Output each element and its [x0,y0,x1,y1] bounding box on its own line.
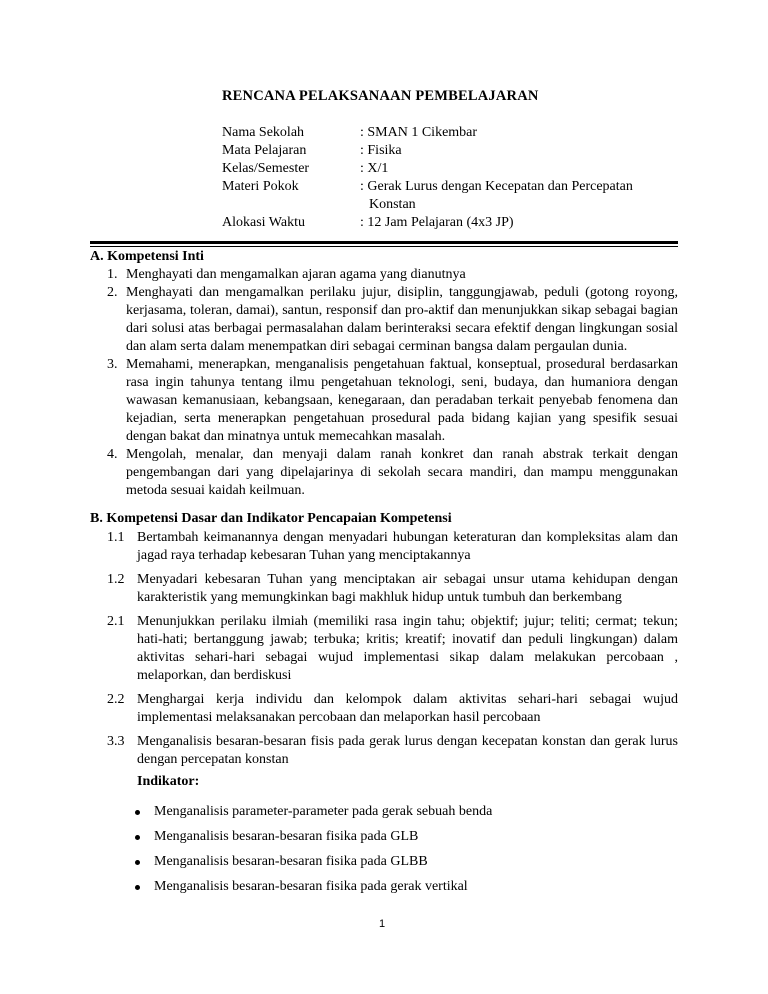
indikator-item [135,853,492,878]
item-number: 1.1 [107,530,125,545]
bullet-icon [135,860,140,865]
item-number: 2.1 [107,614,125,629]
meta-label: Alokasi Waktu [222,215,305,230]
indikator-text: Menganalisis besaran-besaran fisika pada GLB [154,829,419,844]
header-divider-thin [90,246,678,247]
meta-label: Kelas/Semester [222,161,310,176]
meta-label: Materi Pokok [222,179,299,194]
meta-value-continued: Konstan [369,197,416,212]
list-item [107,691,678,727]
item-text: Menghayati dan mengamalkan perilaku jujur, disiplin, tanggungjawab, peduli (gotong royong, kerjasama, toleran, damai), santun, responsif dan pro-aktif dan menunjukkan sikap sebagai bagian dari solusi atas berbagai permasalahan dalam berinteraksi secara efektif dengan lingkungan sosial dan alam serta dalam menempatkan diri sebagai cerminan bangsa dalam pergaulan dunia. [126,285,678,354]
meta-value: : 12 Jam Pelajaran (4x3 JP) [360,215,514,230]
item-number: 2.2 [107,692,125,707]
kompetensi-dasar-list [107,529,678,797]
list-item [107,446,678,500]
list-item [107,356,678,446]
indikator-text: Menganalisis besaran-besaran fisika pada GLBB [154,854,428,869]
item-number: 2. [107,285,118,300]
item-number: 4. [107,447,118,462]
item-number: 1.2 [107,572,125,587]
document-title: RENCANA PELAKSANAAN PEMBELAJARAN [222,88,539,104]
indikator-text: Menganalisis parameter-parameter pada gerak sebuah benda [154,804,493,819]
section-b-heading: B. Kompetensi Dasar dan Indikator Pencapaian Kompetensi [90,511,452,526]
indikator-label: Indikator: [137,774,200,789]
list-item [107,733,678,769]
item-text: Bertambah keimanannya dengan menyadari hubungan keteraturan dan kompleksitas alam dan jagad raya terhadap kebesaran Tuhan yang menciptakannya [137,530,678,563]
item-text: Memahami, menerapkan, menganalisis pengetahuan faktual, konseptual, prosedural berdasarkan rasa ingin tahunya tentang ilmu pengetahuan teknologi, seni, budaya, dan humaniora dengan wawasan kemanusiaan, kebangsaan, kenegaraan, dan peradaban terkait penyebab fenomena dan kejadian, serta menerapkan pengetahuan prosedural pada bidang kajian yang spesifik sesuai dengan bakat dan minatnya untuk memecahkan masalah. [126,357,678,444]
item-text: Menghayati dan mengamalkan ajaran agama yang dianutnya [126,267,466,282]
meta-label: Nama Sekolah [222,125,305,140]
item-number: 1. [107,267,118,282]
section-a-heading: A. Kompetensi Inti [90,249,204,264]
meta-row [222,160,689,178]
list-item [107,571,678,607]
indikator-item [135,878,492,903]
list-item [107,284,678,356]
meta-value: : Fisika [360,143,402,158]
meta-row [222,142,689,160]
item-text: Menunjukkan perilaku ilmiah (memiliki rasa ingin tahu; objektif; jujur; teliti; cermat; tekun; hati-hati; bertanggung jawab; terbuka; kritis; kreatif; inovatif dan peduli lingkungan) dalam aktivitas sehari-hari sebagai wujud implementasi sikap dalam melakukan percobaan , melaporkan, dan berdiskusi [137,614,678,683]
indikator-item [135,828,492,853]
item-number-spacer [107,775,137,791]
page-number: 1 [379,918,386,930]
list-item [107,266,678,284]
item-number: 3. [107,357,118,372]
item-text: Menganalisis besaran-besaran fisis pada gerak lurus dengan kecepatan konstan dan gerak lurus dengan percepatan konstan [137,734,678,767]
meta-label-spacer [222,196,360,214]
indikator-label-row [107,775,678,791]
meta-value: : X/1 [360,161,389,176]
indikator-item [135,803,492,828]
list-item [107,613,678,685]
meta-row [222,124,689,142]
list-item [107,529,678,565]
meta-label: Mata Pelajaran [222,143,307,158]
meta-value: : SMAN 1 Cikembar [360,125,478,140]
meta-row [222,196,689,214]
item-text: Menghargai kerja individu dan kelompok dalam aktivitas sehari-hari sebagai wujud implementasi melaksanakan percobaan dan melaporkan hasil percobaan [137,692,678,725]
meta-value: : Gerak Lurus dengan Kecepatan dan Percepatan [360,179,633,194]
bullet-icon [135,810,140,815]
bullet-icon [135,885,140,890]
header-divider [90,241,678,244]
indikator-list [135,803,492,903]
item-text: Menyadari kebesaran Tuhan yang menciptakan air sebagai unsur utama kehidupan dengan karakteristik yang memungkinkan bagi makhluk hidup untuk tumbuh dan berkembang [137,572,678,605]
bullet-icon [135,835,140,840]
meta-block [222,124,689,232]
meta-row [222,214,689,232]
indikator-text: Menganalisis besaran-besaran fisika pada gerak vertikal [154,879,468,894]
item-number: 3.3 [107,734,125,749]
meta-row [222,178,689,196]
item-text: Mengolah, menalar, dan menyaji dalam ranah konkret dan ranah abstrak terkait dengan pengembangan dari yang dipelajarinya di sekolah secara mandiri, dan mampu menggunakan metoda sesuai kaidah keilmuan. [126,447,678,498]
kompetensi-inti-list [107,266,678,500]
